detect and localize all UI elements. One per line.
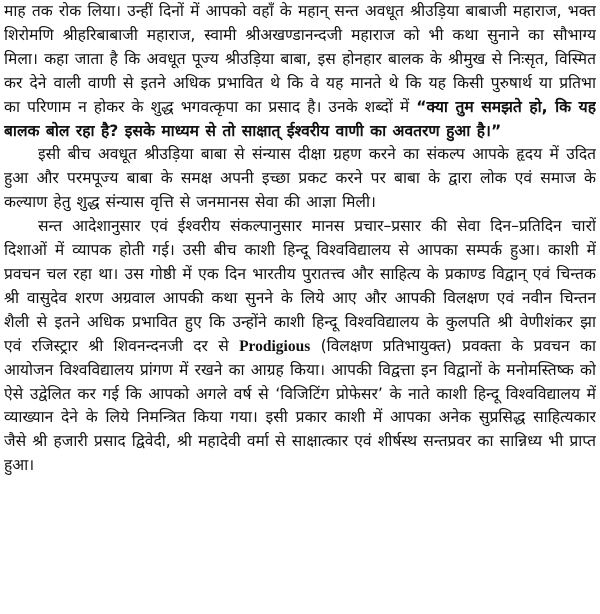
document-page (4, 0, 596, 614)
paragraph-2: इसी बीच अवधूत श्रीउड़िया बाबा से संन्यास दीक्षा ग्रहण करने का संकल्प आपके हृदय में उदित हुआ और परमपूज्य बाबा के समक्ष अपनी इच्छा प्रकट करने पर बाबा के द्वारा लोक एवं समाज के कल्याण हेतु शुद्ध संन्यास वृत्ति से जनमानस सेवा की आज्ञा मिली। (4, 145, 596, 212)
paragraph-3 (4, 215, 596, 478)
paragraph-3-english-word: Prodigious (239, 337, 311, 355)
paragraph-1-quote: “क्या तुम समझते हो, कि यह बालक बोल रहा है? इसके माध्यम से तो साक्षात् ईश्वरीय वाणी का अवतरण हुआ है।” (4, 97, 596, 140)
paragraph-1 (4, 0, 596, 143)
paragraph-3-text-end: (विलक्षण प्रतिभायुक्त) प्रवक्ता के प्रवचन का आयोजन विश्वविद्यालय प्रांगण में रखने का आग्रह किया। आपकी विद्वत्ता इन विद्वानों के मनोमस्तिष्क को ऐसे उद्वेलित कर गई कि आपको अगले वर्ष से ‘विजिटिंग प्रोफेसर’ के नाते काशी हिन्दू विश्वविद्यालय में व्याख्यान देने के लिये निमन्त्रित किया गया। इसी प्रकार काशी में आपका अनेक सुप्रसिद्ध साहित्यकार जैसे श्री हजारी प्रसाद द्विवेदी, श्री महादेवी वर्मा से साक्षात्कार एवं शीर्षस्थ सन्तप्रवर का सान्निध्य भी प्राप्त हुआ। (4, 336, 596, 475)
paragraph-1-text: माह तक रोक लिया। उन्हीं दिनों में आपको वहाँ के महान् सन्त अवधूत श्रीउड़िया बाबाजी महाराज, भक्त शिरोमणि श्रीहरिबाबाजी महाराज, स्वामी श्रीअखण्डानन्दजी महाराज को भी कथा सुनाने का सौभाग्य मिला। कहा जाता है कि अवधूत पूज्य श्रीउड़िया बाबा, इस होनहार बालक के श्रीमुख से निःसृत, विस्मित कर देने वाली वाणी से इतने अधिक प्रभावित थे कि वे यह मानते थे कि यह किसी पुरुषार्थ या प्रतिभा का परिणाम न होकर के शुद्ध भगवत्कृपा का प्रसाद है। उनके शब्दों में (4, 2, 596, 116)
paragraph-3-text-start: सन्त आदेशानुसार एवं ईश्वरीय संकल्पानुसार मानस प्रचार–प्रसार की सेवा दिन–प्रतिदिन चारों दिशाओं में व्यापक होती गई। उसी बीच काशी हिन्दू विश्वविद्यालय से आपका सम्पर्क हुआ। काशी में प्रवचन चल रहा था। उस गोष्ठी में एक दिन भारतीय पुरातत्त्व और साहित्य के प्रकाण्ड विद्वान् एवं चिन्तक श्री वासुदेव शरण अग्रवाल आपकी कथा सुनने के लिये आए और आपकी विलक्षण एवं नवीन चिन्तन शैली से इतने अधिक प्रभावित हुए कि उन्होंने काशी हिन्दू विश्वविद्यालय के कुलपति श्री वेणीशंकर झा एवं रजिस्ट्रार श्री शिवनन्दनजी दर से (4, 217, 596, 355)
